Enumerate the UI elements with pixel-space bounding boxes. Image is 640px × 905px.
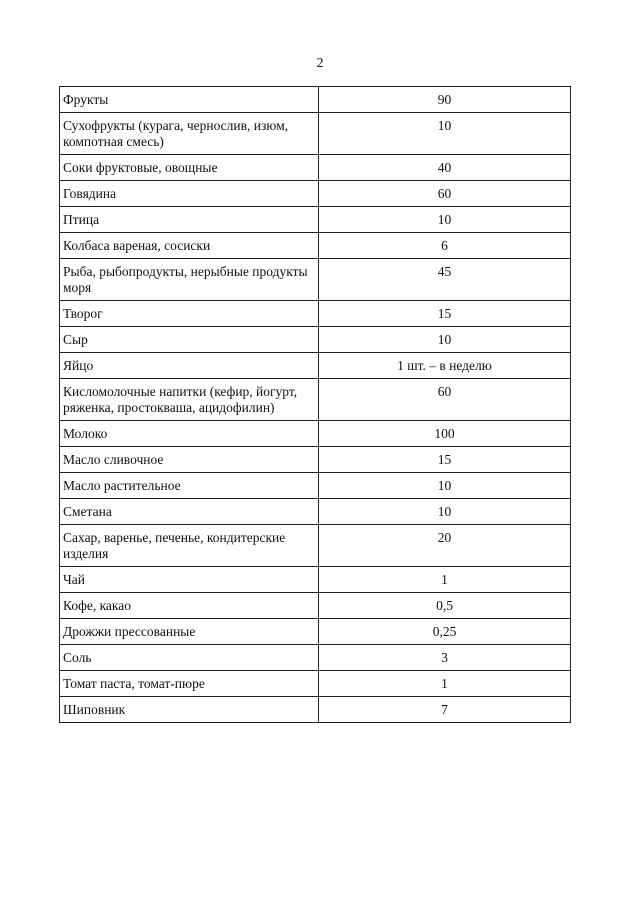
table-row — [60, 181, 571, 207]
amount-cell: 0,25 — [319, 619, 571, 645]
amount-cell: 6 — [319, 233, 571, 259]
amount-cell: 45 — [319, 259, 571, 301]
product-name-cell: Сметана — [60, 499, 319, 525]
product-name-cell: Творог — [60, 301, 319, 327]
amount-cell: 90 — [319, 87, 571, 113]
amount-cell: 60 — [319, 379, 571, 421]
amount-cell: 60 — [319, 181, 571, 207]
product-name-cell: Масло сливочное — [60, 447, 319, 473]
product-name-cell: Чай — [60, 567, 319, 593]
amount-cell: 3 — [319, 645, 571, 671]
product-name-cell: Масло растительное — [60, 473, 319, 499]
amount-cell: 15 — [319, 447, 571, 473]
product-name-cell: Фрукты — [60, 87, 319, 113]
product-name-cell: Яйцо — [60, 353, 319, 379]
product-name-cell: Кофе, какао — [60, 593, 319, 619]
product-name-cell: Шиповник — [60, 697, 319, 723]
product-name-cell: Томат паста, томат-пюре — [60, 671, 319, 697]
amount-cell: 1 — [319, 671, 571, 697]
amount-cell: 40 — [319, 155, 571, 181]
table-row — [60, 593, 571, 619]
table-row — [60, 155, 571, 181]
amount-cell: 10 — [319, 113, 571, 155]
table-row — [60, 301, 571, 327]
table-body — [60, 87, 571, 723]
amount-cell: 100 — [319, 421, 571, 447]
amount-cell: 7 — [319, 697, 571, 723]
food-norms-table — [59, 86, 571, 723]
table-row — [60, 499, 571, 525]
product-name-cell: Птица — [60, 207, 319, 233]
amount-cell: 15 — [319, 301, 571, 327]
amount-cell: 1 — [319, 567, 571, 593]
product-name-cell: Колбаса вареная, сосиски — [60, 233, 319, 259]
product-name-cell: Сахар, варенье, печенье, кондитерские изделия — [60, 525, 319, 567]
amount-cell: 10 — [319, 327, 571, 353]
table-row — [60, 379, 571, 421]
product-name-cell: Дрожжи прессованные — [60, 619, 319, 645]
amount-cell: 10 — [319, 207, 571, 233]
table-row — [60, 567, 571, 593]
product-name-cell: Соки фруктовые, овощные — [60, 155, 319, 181]
amount-cell: 1 шт. – в неделю — [319, 353, 571, 379]
product-name-cell: Рыба, рыбопродукты, нерыбные продукты моря — [60, 259, 319, 301]
amount-cell: 10 — [319, 473, 571, 499]
table-row — [60, 233, 571, 259]
product-name-cell: Сухофрукты (курага, чернослив, изюм, компотная смесь) — [60, 113, 319, 155]
amount-cell: 10 — [319, 499, 571, 525]
table-row — [60, 473, 571, 499]
product-name-cell: Говядина — [60, 181, 319, 207]
table-row — [60, 259, 571, 301]
table-row — [60, 447, 571, 473]
table-row — [60, 327, 571, 353]
table-row — [60, 525, 571, 567]
table-row — [60, 207, 571, 233]
product-name-cell: Соль — [60, 645, 319, 671]
amount-cell: 20 — [319, 525, 571, 567]
table-row — [60, 353, 571, 379]
product-name-cell: Сыр — [60, 327, 319, 353]
table-row — [60, 619, 571, 645]
table-row — [60, 697, 571, 723]
product-name-cell: Молоко — [60, 421, 319, 447]
table-row — [60, 671, 571, 697]
table-row — [60, 421, 571, 447]
amount-cell: 0,5 — [319, 593, 571, 619]
table-row — [60, 87, 571, 113]
product-name-cell: Кисломолочные напитки (кефир, йогурт, ряженка, простокваша, ацидофилин) — [60, 379, 319, 421]
table-row — [60, 113, 571, 155]
table-row — [60, 645, 571, 671]
page-number: 2 — [316, 56, 324, 71]
